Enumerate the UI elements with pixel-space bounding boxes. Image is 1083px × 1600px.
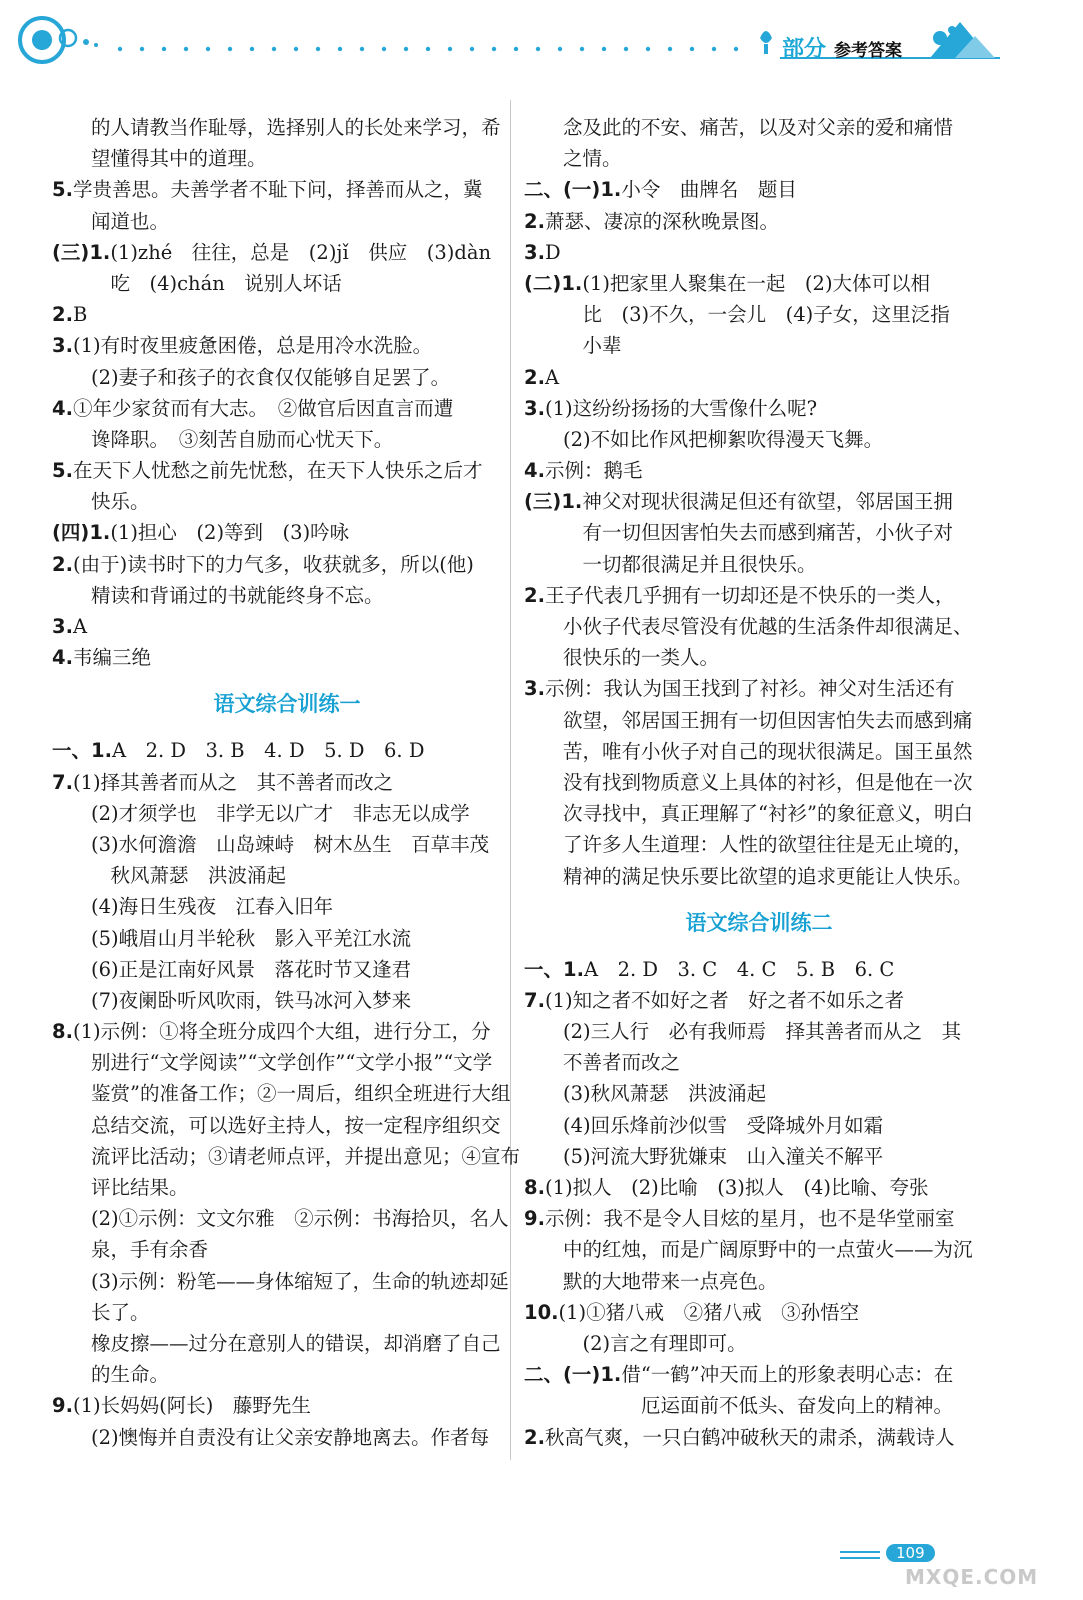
answer-line: [524, 798, 994, 829]
answer-line: [524, 1234, 994, 1265]
answer-line: [52, 767, 522, 798]
answer-text: 长了。: [52, 1300, 150, 1324]
answer-text: (4)海日生残夜 江春入旧年: [52, 895, 334, 919]
answer-line: [52, 1390, 522, 1421]
answer-text: (3)秋风萧瑟 洪波涌起: [524, 1082, 767, 1106]
question-number: 7.: [52, 770, 73, 794]
answer-text: (1)①猪八戒 ②猪八戒 ③孙悟空: [558, 1300, 860, 1324]
answer-line: [524, 642, 994, 673]
answer-line: [524, 1172, 994, 1203]
answer-text: 的人请教当作耻辱，选择别人的长处来学习，希: [52, 116, 501, 139]
question-number: 2.: [524, 583, 545, 607]
answer-text: 闻道也。: [52, 209, 170, 233]
question-number: 9.: [524, 1207, 545, 1231]
answer-line: [52, 206, 522, 237]
answer-line: [52, 486, 522, 517]
answer-line: [52, 1203, 522, 1234]
watermark-text: MXQE.COM: [905, 1565, 1039, 1589]
answer-line: [524, 954, 994, 985]
answer-text: 秋高气爽，一只白鹤冲破秋天的肃杀，满载诗人: [544, 1425, 955, 1449]
answer-text: 欲望，邻居国王拥有一切但因害怕失去而感到痛: [524, 708, 973, 732]
answer-line: [524, 1016, 994, 1047]
answer-line: [52, 1266, 522, 1297]
answer-line: [524, 580, 994, 611]
answer-text: (1)把家里人聚集在一起 (2)大体可以相: [582, 271, 931, 295]
answer-text: (1)这纷纷扬扬的大雪像什么呢?: [544, 396, 818, 420]
answer-text: (6)正是江南好风景 落花时节又逢君: [52, 957, 412, 981]
answer-text: 总结交流，可以选好主持人，按一定程序组织交: [52, 1113, 501, 1137]
answer-text: 精神的满足快乐要比欲望的追求更能让人快乐。: [524, 864, 973, 888]
answer-line: [52, 1359, 522, 1390]
answer-line: [524, 1203, 994, 1234]
answer-text: 一切都很满足并且很快乐。: [524, 552, 817, 576]
answer-line: [52, 1234, 522, 1265]
question-number: 3.: [52, 615, 73, 638]
answer-line: [524, 517, 994, 548]
question-number: (四)1.: [52, 521, 111, 545]
answer-text: 秋风萧瑟 洪波涌起: [52, 864, 287, 888]
answer-line: [52, 143, 522, 174]
answer-line: [524, 611, 994, 642]
answer-text: A: [72, 615, 88, 638]
answer-line: [524, 1266, 994, 1297]
question-number: 8.: [52, 1020, 73, 1044]
answer-line: [52, 174, 522, 205]
answer-line: [524, 705, 994, 736]
answer-line: [52, 362, 522, 393]
answer-line: [52, 424, 522, 455]
answer-line: [524, 767, 994, 798]
answer-line: [524, 174, 994, 205]
question-number: 3.: [524, 240, 545, 264]
answer-line: [524, 1110, 994, 1141]
question-number: 一、1.: [524, 957, 584, 981]
answer-text: 王子代表几乎拥有一切却还是不快乐的一类人，: [544, 583, 955, 607]
answer-text: (2)①示例：文文尔雅 ②示例：书海拾贝，名人: [52, 1207, 509, 1231]
answer-line: [524, 736, 994, 767]
answer-line: [52, 580, 522, 611]
answer-line: [52, 1047, 522, 1078]
answer-line: [524, 393, 994, 424]
question-number: 2.: [52, 552, 73, 576]
question-number: 2.: [52, 303, 73, 327]
question-number: 4.: [52, 396, 73, 420]
answer-line: [52, 860, 522, 891]
answer-line: [52, 1172, 522, 1203]
answer-line: [524, 1422, 994, 1453]
answer-text: (1)择其善者而从之 其不善者而改之: [72, 770, 394, 794]
answer-line: [52, 1078, 522, 1109]
question-number: 3.: [524, 677, 545, 701]
answer-line: [524, 206, 994, 237]
answer-text: (5)河流大野犹嫌束 山入潼关不解平: [524, 1144, 884, 1168]
question-number: 5.: [52, 178, 73, 202]
answer-text: 示例：我认为国王找到了衬衫。神父对生活还有: [544, 677, 955, 701]
answer-text: 示例：鹅毛: [544, 459, 643, 483]
answer-text: 吃 (4)chán 说别人坏话: [52, 271, 342, 295]
question-number: 一、1.: [52, 739, 112, 763]
answer-line: [524, 362, 994, 393]
answer-line: [52, 393, 522, 424]
answer-text: 神父对现状很满足但还有欲望，邻居国王拥: [582, 490, 953, 514]
answer-line: [52, 268, 522, 299]
answer-text: (1)示例：①将全班分成四个大组，进行分工，分: [72, 1020, 491, 1044]
answer-text: 韦编三绝: [72, 646, 151, 670]
header-answer-label: 参考答案: [834, 41, 903, 61]
answer-line: [52, 455, 522, 486]
answer-line: [524, 1141, 994, 1172]
question-number: 2.: [524, 365, 545, 389]
answer-text: (2)才须学也 非学无以广才 非志无以成学: [52, 801, 470, 825]
answer-text: 没有找到物质意义上具体的衬衫，但是他在一次: [524, 770, 973, 794]
answer-line: [52, 798, 522, 829]
page-header: [0, 0, 1083, 80]
answer-line: [524, 861, 994, 892]
answer-line: [524, 1297, 994, 1328]
answer-text: A: [544, 365, 560, 389]
answer-line: [52, 1297, 522, 1328]
answer-text: (2)不如比作风把柳絮吹得漫天飞舞。: [524, 427, 884, 451]
answer-line: [524, 1390, 994, 1421]
answer-line: [52, 642, 522, 673]
answer-line: [524, 299, 994, 330]
answer-text: 望懂得其中的道理。: [52, 147, 267, 171]
question-number: 2.: [524, 1425, 545, 1449]
question-number: 二、(一)1.: [524, 178, 622, 202]
answer-line: [52, 330, 522, 361]
answer-line: [52, 829, 522, 860]
question-number: 4.: [524, 459, 545, 483]
answer-line: [524, 1078, 994, 1109]
answer-text: 的生命。: [52, 1363, 170, 1387]
answer-line: [52, 299, 522, 330]
answer-text: 萧瑟、凄凉的深秋晚景图。: [544, 209, 779, 233]
answer-text: (5)峨眉山月半轮秋 影入平羌江水流: [52, 926, 412, 950]
header-title: [782, 32, 902, 63]
answer-text: 苦，唯有小伙子对自己的现状很满足。国王虽然: [524, 739, 973, 763]
answer-text: 泉，手有余香: [52, 1238, 209, 1262]
answer-text: 别进行“文学阅读”“文学创作”“文学小报”“文学: [52, 1051, 493, 1075]
answer-text: 小伙子代表尽管没有优越的生活条件却很满足、: [524, 615, 973, 638]
answer-line: [52, 891, 522, 922]
question-number: 3.: [524, 396, 545, 420]
question-number: 3.: [52, 334, 73, 358]
header-decoration-icon: [0, 0, 1083, 80]
answer-text: (2)妻子和孩子的衣食仅仅能够自足罢了。: [52, 365, 451, 389]
answer-text: (1)担心 (2)等到 (3)吟咏: [110, 521, 350, 545]
question-number: 二、(一)1.: [524, 1363, 622, 1387]
answer-line: [524, 1359, 994, 1390]
answer-line: [52, 923, 522, 954]
question-number: 5.: [52, 459, 73, 483]
answer-text: 评比结果。: [52, 1176, 189, 1199]
answer-text: (1)拟人 (2)比喻 (3)拟人 (4)比喻、夸张: [544, 1176, 929, 1199]
question-number: 9.: [52, 1394, 73, 1418]
answer-text: (1)有时夜里疲惫困倦，总是用冷水洗脸。: [72, 334, 433, 358]
question-number: 8.: [524, 1176, 545, 1199]
question-number: 2.: [524, 209, 545, 233]
answer-line: [524, 829, 994, 860]
section-title: 语文综合训练二: [685, 910, 833, 935]
header-part-label: 部分: [782, 37, 827, 62]
question-number: (三)1.: [524, 490, 583, 514]
answer-text: 精读和背诵过的书就能终身不忘。: [52, 583, 384, 607]
answer-text: 有一切但因害怕失去而感到痛苦，小伙子对: [524, 521, 954, 545]
answer-text: (2)懊悔并自责没有让父亲安静地离去。作者每: [52, 1425, 490, 1449]
answer-line: [524, 673, 994, 704]
answer-line: [524, 424, 994, 455]
answer-text: ①年少家贫而有大志。 ②做官后因直言而遭: [72, 396, 454, 420]
answer-text: D: [544, 240, 561, 264]
answer-line: [524, 143, 994, 174]
answer-text: (4)回乐烽前沙似雪 受降城外月如霜: [524, 1113, 884, 1137]
answer-line: [52, 1110, 522, 1141]
answer-line: [524, 112, 994, 143]
answer-text: 之情。: [524, 147, 622, 171]
answer-line: [524, 549, 994, 580]
answer-text: 比 (3)不久，一会儿 (4)子女，这里泛指: [524, 303, 950, 327]
answer-text: 了许多人生道理：人性的欲望往往是无止境的，: [524, 833, 973, 857]
answer-line: [52, 237, 522, 268]
answer-text: 示例：我不是令人目炫的星月，也不是华堂丽室: [544, 1207, 955, 1231]
answer-line: [52, 985, 522, 1016]
answer-line: [524, 268, 994, 299]
answer-text: 在天下人忧愁之前先忧愁，在天下人快乐之后才: [72, 459, 483, 483]
answer-text: (7)夜阑卧听风吹雨，铁马冰河入梦来: [52, 988, 412, 1012]
answer-line: [52, 549, 522, 580]
answer-text: 流评比活动；③请老师点评，并提出意见；④宣布: [52, 1144, 521, 1168]
right-column: [524, 112, 994, 1453]
answer-text: 中的红烛，而是广阔原野中的一点萤火——为沉: [524, 1238, 973, 1262]
answer-text: 很快乐的一类人。: [524, 646, 720, 670]
section-title: 语文综合训练一: [213, 692, 361, 717]
answer-text: 借“一鹤”冲天而上的形象表明心志：在: [621, 1363, 954, 1387]
answer-line: [524, 1047, 994, 1078]
answer-text: 快乐。: [52, 490, 150, 514]
answer-line: [52, 517, 522, 548]
answer-text: 橡皮擦——过分在意别人的错误，却消磨了自己: [52, 1331, 501, 1355]
answer-text: (1)知之者不如好之者 好之者不如乐之者: [544, 988, 905, 1012]
answer-line: [52, 1141, 522, 1172]
answer-text: 厄运面前不低头、奋发向上的精神。: [524, 1394, 954, 1418]
left-column: [52, 112, 522, 1453]
question-number: 10.: [524, 1300, 559, 1324]
answer-text: B: [72, 303, 88, 327]
answer-text: 念及此的不安、痛苦，以及对父亲的爱和痛惜: [524, 116, 954, 139]
answer-line: [52, 1016, 522, 1047]
page-number: 109: [886, 1544, 935, 1562]
answer-line: [524, 237, 994, 268]
answer-text: 次寻找中，真正理解了“衬衫”的象征意义，明白: [524, 802, 973, 826]
answer-line: [524, 455, 994, 486]
answer-text: 鉴赏”的准备工作；②一周后，组织全班进行大组: [52, 1082, 511, 1106]
answer-line: [52, 735, 522, 766]
answer-line: [524, 486, 994, 517]
answer-line: [52, 112, 522, 143]
answer-line: [52, 1422, 522, 1453]
question-number: 7.: [524, 988, 545, 1012]
answer-line: [52, 1328, 522, 1359]
answer-text: A 2. D 3. C 4. C 5. B 6. C: [583, 957, 895, 981]
answer-text: 学贵善思。夫善学者不耻下问，择善而从之，冀: [72, 178, 483, 202]
answer-line: [524, 330, 994, 361]
answer-text: (2)三人行 必有我师焉 择其善者而从之 其: [524, 1020, 962, 1044]
answer-text: 不善者而改之: [524, 1051, 681, 1075]
answer-line: [524, 1328, 994, 1359]
answer-text: 小令 曲牌名 题目: [621, 178, 797, 202]
answer-text: 小辈: [524, 334, 622, 358]
answer-line: [52, 611, 522, 642]
answer-text: (1)zhé 往往，总是 (2)jǐ 供应 (3)dàn: [110, 240, 492, 264]
answer-text: 谗降职。 ③刻苦自励而心忧天下。: [52, 427, 394, 451]
answer-text: 默的大地带来一点亮色。: [524, 1269, 778, 1293]
answer-text: (2)言之有理即可。: [524, 1331, 747, 1355]
answer-text: A 2. D 3. B 4. D 5. D 6. D: [111, 739, 425, 763]
answer-text: (3)示例：粉笔——身体缩短了，生命的轨迹却延: [52, 1269, 509, 1293]
question-number: (三)1.: [52, 240, 111, 264]
answer-line: [524, 985, 994, 1016]
question-number: (二)1.: [524, 271, 583, 295]
answer-text: (3)水何澹澹 山岛竦峙 树木丛生 百草丰茂: [52, 832, 490, 856]
answer-line: [52, 954, 522, 985]
answer-text: (1)长妈妈(阿长) 藤野先生: [72, 1394, 311, 1418]
answer-text: (由于)读书时下的力气多，收获就多，所以(他): [72, 552, 474, 576]
question-number: 4.: [52, 646, 73, 670]
